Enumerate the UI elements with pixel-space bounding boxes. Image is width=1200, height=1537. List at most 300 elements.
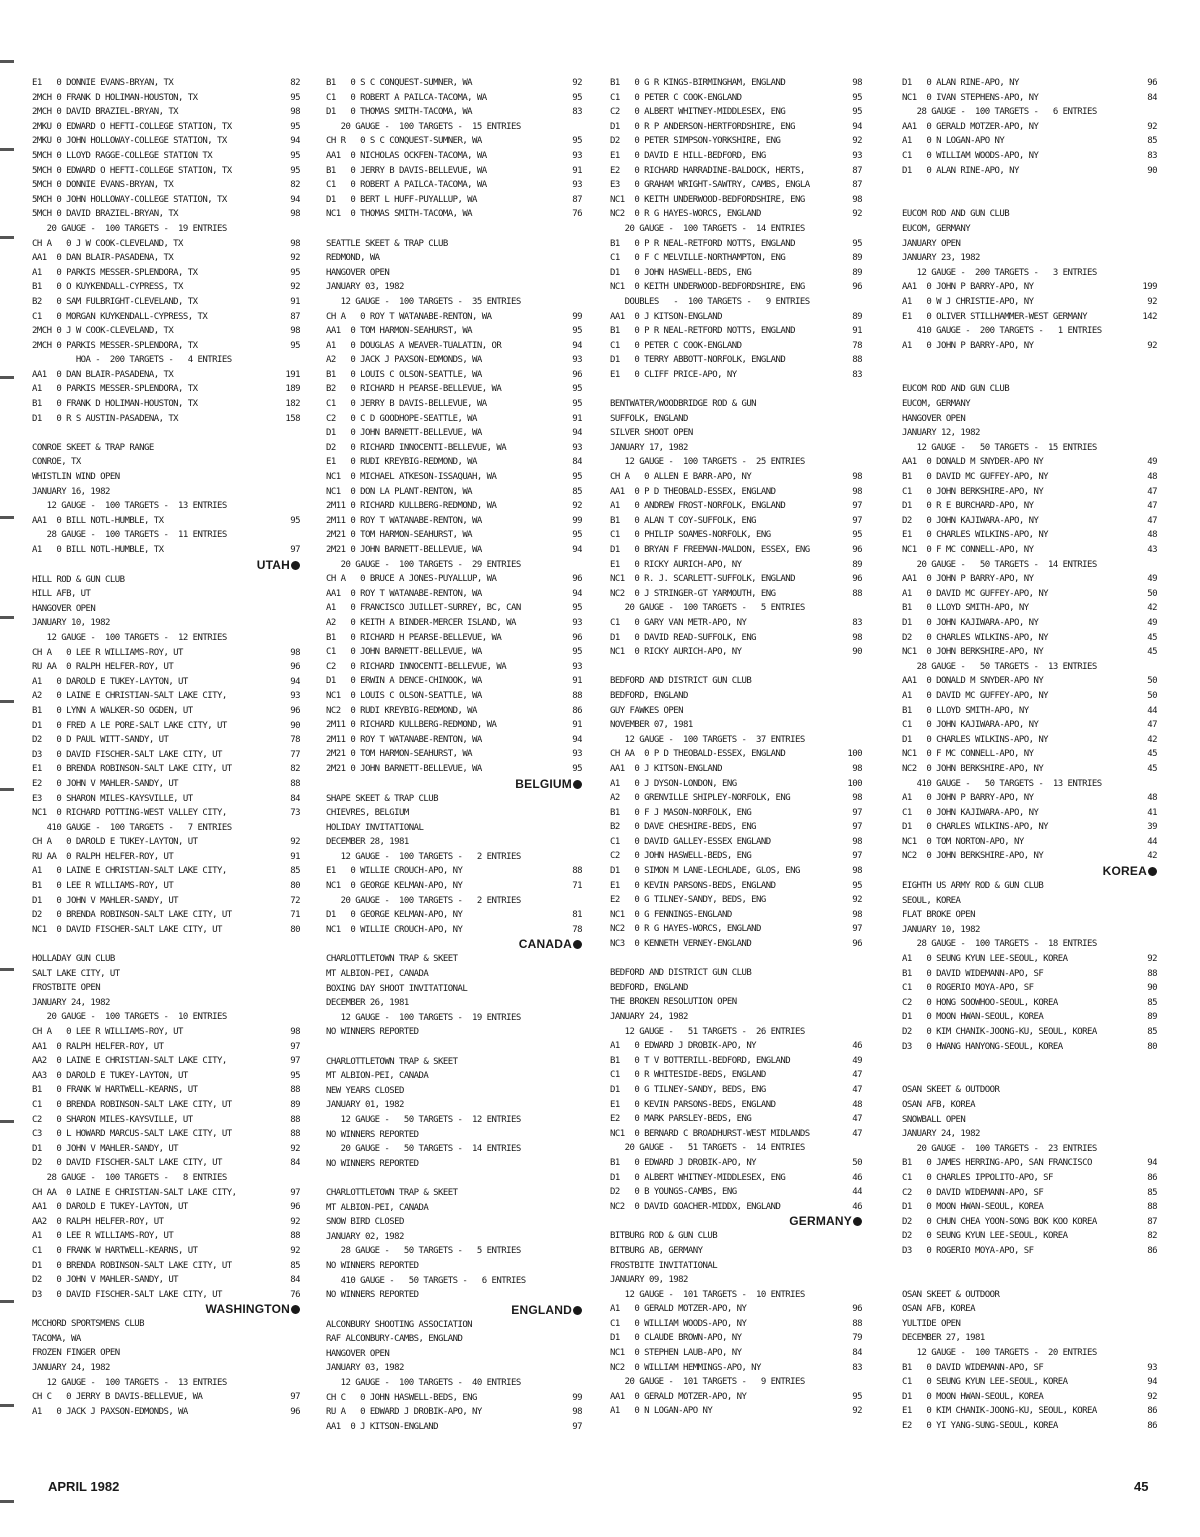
result-entry: NC1 0 TOM NORTON-APO, NY xyxy=(902,836,1024,847)
result-entry: 12 GAUGE - 50 TARGETS - 15 ENTRIES xyxy=(902,442,1097,453)
result-entry: D1 0 ALAN RINE-APO, NY xyxy=(902,165,1019,176)
result-entry: A1 0 SEUNG KYUN LEE-SEOUL, KOREA xyxy=(902,954,1068,965)
result-entry: AA1 0 GERALD MOTZER-APO, NY xyxy=(902,121,1039,132)
result-line xyxy=(32,937,300,952)
result-entry: A1 0 J DYSON-LONDON, ENG xyxy=(610,778,737,789)
result-line xyxy=(902,1186,1157,1201)
result-entry: 5MCH 0 LLOYD RAGGE-COLLEGE STATION TX xyxy=(32,150,213,161)
result-score: 95 xyxy=(572,763,582,774)
result-entry: 20 GAUGE - 100 TARGETS - 10 ENTRIES xyxy=(32,1012,227,1023)
result-entry: NC1 0 RICKY AURICH-APO, NY xyxy=(610,647,742,658)
result-line xyxy=(32,967,300,982)
result-entry: NEW YEARS CLOSED xyxy=(326,1085,404,1096)
result-score: 88 xyxy=(572,866,582,877)
result-entry: OSAN AFB, KOREA xyxy=(902,1304,976,1315)
result-entry: AA1 0 J KITSON-ENGLAND xyxy=(326,1421,438,1432)
result-line xyxy=(32,1200,300,1215)
result-entry: BEDFORD, ENGLAND xyxy=(610,982,688,993)
margin-mark xyxy=(0,60,14,63)
result-entry: NC2 0 JOHN BERKSHIRE-APO, NY xyxy=(902,851,1044,862)
result-entry: D1 0 MOON HWAN-SEOUL, KOREA xyxy=(902,1202,1044,1213)
result-entry: D1 0 SIMON M LANE-LECHLADE, GLOS, ENG xyxy=(610,866,800,877)
result-entry: D2 0 RICHARD INNOCENTI-BELLEVUE, WA xyxy=(326,442,507,453)
result-line xyxy=(32,528,300,543)
results-column-1 xyxy=(32,76,300,1419)
result-line xyxy=(32,996,300,1011)
result-line xyxy=(902,441,1157,456)
result-score: 85 xyxy=(1147,1027,1157,1037)
result-line xyxy=(326,631,582,646)
result-score: 97 xyxy=(290,545,300,555)
result-score: 92 xyxy=(852,1406,862,1417)
result-line xyxy=(32,1317,300,1332)
result-entry: 20 GAUGE - 50 TARGETS - 14 ENTRIES xyxy=(902,559,1097,570)
result-score: 88 xyxy=(290,778,300,789)
result-line xyxy=(326,324,582,339)
result-score: 95 xyxy=(290,165,300,176)
result-line xyxy=(32,952,300,967)
result-entry: NC1 0 JOHN BERKSHIRE-APO, NY xyxy=(902,647,1044,658)
result-entry: DOUBLES - 100 TARGETS - 9 ENTRIES xyxy=(610,296,810,307)
result-line xyxy=(326,587,582,602)
result-score: 95 xyxy=(572,472,582,483)
result-entry: CHARLOTTLETOWN TRAP & SKEET xyxy=(326,1056,458,1067)
region-heading: ENGLAND xyxy=(326,1303,582,1318)
result-line xyxy=(610,1331,862,1346)
result-score: 90 xyxy=(852,647,862,658)
result-entry: AA3 0 DAROLD E TUKEY-LAYTON, UT xyxy=(32,1070,188,1081)
result-line xyxy=(32,1113,300,1128)
result-line xyxy=(32,879,300,894)
result-line xyxy=(326,616,582,631)
result-entry: OSAN SKEET & OUTDOOR xyxy=(902,1085,1000,1096)
result-score: 94 xyxy=(1147,1377,1157,1388)
result-line xyxy=(610,689,862,704)
result-line xyxy=(32,1156,300,1171)
result-score: 50 xyxy=(1147,690,1157,701)
result-score: 96 xyxy=(1147,78,1157,88)
result-score: 82 xyxy=(290,764,300,775)
result-score: 84 xyxy=(852,1348,862,1359)
result-line xyxy=(610,1068,862,1083)
result-line xyxy=(902,1361,1157,1376)
result-entry: AA1 0 JOHN P BARRY-APO, NY xyxy=(902,282,1034,293)
result-entry: 20 GAUGE - 100 TARGETS - 29 ENTRIES xyxy=(326,559,521,570)
result-score: 98 xyxy=(852,194,862,205)
result-entry: B1 0 DAVID MC GUFFEY-APO, NY xyxy=(902,472,1049,483)
result-score: 79 xyxy=(852,1333,862,1344)
result-line xyxy=(326,237,582,252)
result-entry: EUCOM ROD AND GUN CLUB xyxy=(902,209,1010,220)
result-score: 96 xyxy=(852,1304,862,1315)
result-line xyxy=(902,1171,1157,1186)
result-entry: A2 0 GRENVILLE SHIPLEY-NORFOLK, ENG xyxy=(610,793,791,804)
result-line xyxy=(902,1215,1157,1230)
result-line xyxy=(326,879,582,894)
result-entry: 12 GAUGE - 100 TARGETS - 19 ENTRIES xyxy=(326,1012,521,1023)
result-entry: SHAPE SKEET & TRAP CLUB xyxy=(326,793,438,804)
result-score: 88 xyxy=(290,1129,300,1140)
result-entry: 28 GAUGE - 100 TARGETS - 11 ENTRIES xyxy=(32,530,227,541)
result-score: 83 xyxy=(572,107,582,118)
result-line xyxy=(32,455,300,470)
result-line xyxy=(902,295,1157,310)
result-line xyxy=(32,777,300,792)
result-entry: NC1 0 R. J. SCARLETT-SUFFOLK, ENGLAND xyxy=(610,574,796,585)
result-score: 85 xyxy=(1147,1187,1157,1198)
result-score: 47 xyxy=(1147,486,1157,497)
result-entry: 2MCH 0 PARKIS MESSER-SPLENDORA, TX xyxy=(32,340,198,351)
result-line xyxy=(902,368,1157,383)
result-line xyxy=(902,207,1157,222)
result-score: 98 xyxy=(852,472,862,483)
result-line xyxy=(326,485,582,500)
result-score: 76 xyxy=(290,1289,300,1300)
result-entry: CH A 0 J W COOK-CLEVELAND, TX xyxy=(32,238,183,249)
result-score: 94 xyxy=(1147,1158,1157,1169)
result-line xyxy=(610,295,862,310)
result-score: 83 xyxy=(852,617,862,628)
result-score: 49 xyxy=(1147,574,1157,585)
result-entry: B1 0 JERRY B DAVIS-BELLEVUE, WA xyxy=(326,165,487,176)
result-score: 85 xyxy=(1147,997,1157,1008)
result-line xyxy=(326,1376,582,1391)
result-score: 47 xyxy=(852,1128,862,1139)
result-line xyxy=(32,207,300,222)
result-entry: 12 GAUGE - 100 TARGETS - 40 ENTRIES xyxy=(326,1378,521,1389)
result-line xyxy=(902,952,1157,967)
result-score: 99 xyxy=(572,311,582,322)
result-entry: C1 0 SEUNG KYUN LEE-SEOUL, KOREA xyxy=(902,1377,1068,1388)
result-entry: CH C 0 JERRY B DAVIS-BELLEVUE, WA xyxy=(32,1392,203,1403)
result-entry: 12 GAUGE - 200 TARGETS - 3 ENTRIES xyxy=(902,267,1097,278)
result-entry: RAF ALCONBURY-CAMBS, ENGLAND xyxy=(326,1334,463,1345)
result-line xyxy=(902,1259,1157,1274)
result-entry: REDMOND, WA xyxy=(326,253,380,264)
result-line xyxy=(902,499,1157,514)
result-entry: CH A 0 BRUCE A JONES-PUYALLUP, WA xyxy=(326,574,497,585)
result-line xyxy=(610,1302,862,1317)
result-line xyxy=(32,105,300,120)
result-entry: JANUARY 03, 1982 xyxy=(326,1363,404,1374)
result-line xyxy=(326,193,582,208)
result-entry: E3 0 GRAHAM WRIGHT-SAWTRY, CAMBS, ENGLA xyxy=(610,180,810,191)
result-entry: D1 0 R E BURCHARD-APO, NY xyxy=(902,501,1034,512)
result-line xyxy=(32,1332,300,1347)
result-score: 90 xyxy=(1147,165,1157,176)
results-column-4 xyxy=(902,76,1157,1434)
result-score: 98 xyxy=(290,647,300,658)
results-column-3 xyxy=(610,76,862,1419)
result-score: 50 xyxy=(1147,676,1157,687)
result-entry: E1 0 RUDI KREYBIG-REDMOND, WA xyxy=(326,457,477,468)
result-score: 92 xyxy=(572,78,582,88)
result-line xyxy=(326,645,582,660)
result-score: 91 xyxy=(572,165,582,176)
result-score: 47 xyxy=(852,1114,862,1125)
result-entry: NC1 0 DAVID FISCHER-SALT LAKE CITY, UT xyxy=(32,924,222,935)
result-score: 96 xyxy=(290,1202,300,1213)
result-line xyxy=(610,879,862,894)
result-entry: HILL AFB, UT xyxy=(32,589,91,600)
result-line xyxy=(610,733,862,748)
result-entry: D2 0 KIM CHANIK-JOONG-KU, SEOUL, KOREA xyxy=(902,1027,1097,1037)
result-score: 99 xyxy=(572,515,582,526)
result-entry: JANUARY OPEN xyxy=(902,238,961,249)
result-score: 95 xyxy=(290,267,300,278)
result-score: 89 xyxy=(1147,1012,1157,1023)
result-score: 97 xyxy=(852,501,862,512)
result-line xyxy=(902,1302,1157,1317)
result-line xyxy=(32,1390,300,1405)
result-line xyxy=(610,455,862,470)
result-score: 89 xyxy=(852,267,862,278)
result-score: 98 xyxy=(290,326,300,337)
result-entry: NO WINNERS REPORTED xyxy=(326,1027,419,1038)
result-entry: AA2 0 LAINE E CHRISTIAN-SALT LAKE CITY, xyxy=(32,1056,227,1067)
result-line xyxy=(326,105,582,120)
result-line xyxy=(902,923,1157,938)
result-line xyxy=(326,382,582,397)
result-entry: E1 0 CLIFF PRICE-APO, NY xyxy=(610,369,737,380)
result-entry: A2 0 JACK J PAXSON-EDMONDS, WA xyxy=(326,355,482,366)
result-entry: B1 0 S C CONQUEST-SUMNER, WA xyxy=(326,78,473,88)
result-score: 94 xyxy=(572,340,582,351)
result-line xyxy=(610,572,862,587)
result-line xyxy=(326,1259,582,1274)
result-line xyxy=(32,908,300,923)
result-entry: D1 0 JOHN KAJIWARA-APO, NY xyxy=(902,617,1039,628)
result-entry: 2M21 0 TOM HARMON-SEAHURST, WA xyxy=(326,530,473,541)
result-score: 43 xyxy=(1147,545,1157,555)
result-entry: JANUARY 16, 1982 xyxy=(32,486,110,497)
result-line xyxy=(902,149,1157,164)
result-line xyxy=(610,368,862,383)
result-entry: 5MCH 0 DONNIE EVANS-BRYAN, TX xyxy=(32,180,174,191)
result-score: 97 xyxy=(290,1056,300,1067)
result-line xyxy=(326,134,582,149)
result-line xyxy=(902,791,1157,806)
result-score: 158 xyxy=(285,413,300,424)
result-line xyxy=(902,894,1157,909)
result-entry: A1 0 DAVID MC GUFFEY-APO, NY xyxy=(902,690,1049,701)
result-line xyxy=(610,1361,862,1376)
result-entry: EUCOM, GERMANY xyxy=(902,399,971,410)
result-line xyxy=(610,91,862,106)
result-line xyxy=(902,601,1157,616)
result-entry: DECEMBER 27, 1981 xyxy=(902,1333,985,1344)
result-entry: E1 0 OLIVER STILLHAMMER-WEST GERMANY xyxy=(902,311,1088,322)
result-entry: 410 GAUGE - 50 TARGETS - 6 ENTRIES xyxy=(326,1275,526,1286)
result-entry: AA1 0 GERALD MOTZER-APO, NY xyxy=(610,1391,747,1402)
result-entry: C1 0 MORGAN KUYKENDALL-CYPRESS, TX xyxy=(32,311,208,322)
result-line xyxy=(902,1069,1157,1084)
result-line xyxy=(610,251,862,266)
result-line xyxy=(610,441,862,456)
result-score: 95 xyxy=(572,530,582,541)
result-entry: B1 0 T V BOTTERILL-BEDFORD, ENGLAND xyxy=(610,1055,791,1066)
result-score: 96 xyxy=(852,939,862,950)
result-entry: B1 0 DAVID WIDEMANN-APO, SF xyxy=(902,968,1044,979)
result-line xyxy=(326,1288,582,1303)
result-line xyxy=(326,718,582,733)
result-line xyxy=(610,528,862,543)
result-entry: C1 0 BRENDA ROBINSON-SALT LAKE CITY, UT xyxy=(32,1099,232,1110)
result-score: 88 xyxy=(290,1085,300,1096)
result-line xyxy=(32,587,300,602)
result-line xyxy=(32,149,300,164)
result-entry: HOA - 200 TARGETS - 4 ENTRIES xyxy=(32,355,232,366)
result-score: 98 xyxy=(852,632,862,643)
result-score: 92 xyxy=(852,895,862,906)
result-line xyxy=(902,353,1157,368)
result-line xyxy=(326,1361,582,1376)
result-score: 82 xyxy=(1147,1231,1157,1242)
result-entry: E1 0 KIM CHANIK-JOONG-KU, SEOUL, KOREA xyxy=(902,1406,1097,1417)
result-entry: B1 0 P R NEAL-RETFORD NOTTS, ENGLAND xyxy=(610,238,796,249)
result-score: 94 xyxy=(572,588,582,599)
result-line xyxy=(326,120,582,135)
result-score: 86 xyxy=(572,705,582,716)
result-entry: E1 0 CHARLES WILKINS-APO, NY xyxy=(902,530,1049,541)
region-heading: WASHINGTON xyxy=(32,1302,300,1317)
result-entry: E1 0 DAVID E HILL-BEDFORD, ENG xyxy=(610,150,766,161)
result-line xyxy=(610,1375,862,1390)
result-entry: CH R 0 S C CONQUEST-SUMNER, WA xyxy=(326,136,482,147)
result-score: 98 xyxy=(852,866,862,877)
result-entry: 5MCH 0 DAVID BRAZIEL-BRYAN, TX xyxy=(32,209,179,220)
result-line xyxy=(326,558,582,573)
result-line xyxy=(32,1127,300,1142)
result-entry: AA1 0 TOM HARMON-SEAHURST, WA xyxy=(326,326,473,337)
result-entry: SEATTLE SKEET & TRAP CLUB xyxy=(326,238,448,249)
result-line xyxy=(32,1069,300,1084)
result-score: 47 xyxy=(1147,720,1157,731)
result-entry: A1 0 ANDREW FROST-NORFOLK, ENGLAND xyxy=(610,501,786,512)
result-line xyxy=(610,587,862,602)
result-line xyxy=(326,689,582,704)
result-line xyxy=(610,222,862,237)
result-line xyxy=(902,674,1157,689)
result-score: 46 xyxy=(852,1041,862,1052)
result-entry: D2 0 CHUN CHEA YOON-SONG BOK KOO KOREA xyxy=(902,1216,1097,1227)
result-score: 49 xyxy=(852,1055,862,1066)
result-entry: HANGOVER OPEN xyxy=(326,1348,390,1359)
result-score: 41 xyxy=(1147,807,1157,818)
result-score: 95 xyxy=(290,121,300,132)
result-score: 87 xyxy=(572,194,582,205)
result-entry: CH AA 0 LAINE E CHRISTIAN-SALT LAKE CITY, xyxy=(32,1187,237,1198)
result-line xyxy=(902,412,1157,427)
result-entry: B1 0 G R KINGS-BIRMINGHAM, ENGLAND xyxy=(610,78,786,88)
result-line xyxy=(610,952,862,967)
result-entry: D3 0 DAVID FISCHER-SALT LAKE CITY, UT xyxy=(32,749,222,760)
result-entry: C2 0 C D GOODHOPE-SEATTLE, WA xyxy=(326,413,477,424)
result-line xyxy=(32,1171,300,1186)
result-line xyxy=(902,1404,1157,1419)
result-entry: AA1 0 NICHOLAS OCKFEN-TACOMA, WA xyxy=(326,150,487,161)
result-score: 92 xyxy=(290,1143,300,1154)
result-entry: B1 0 O KUYKENDALL-CYPRESS, TX xyxy=(32,282,183,293)
result-entry: BEDFORD AND DISTRICT GUN CLUB xyxy=(610,676,752,687)
result-score: 94 xyxy=(852,121,862,132)
result-line xyxy=(32,1346,300,1361)
result-entry: D2 0 JOHN KAJIWARA-APO, NY xyxy=(902,515,1039,526)
result-entry: C2 0 RICHARD INNOCENTI-BELLEVUE, WA xyxy=(326,661,507,672)
result-line xyxy=(610,1244,862,1259)
result-entry: 20 GAUGE - 101 TARGETS - 9 ENTRIES xyxy=(610,1377,805,1388)
result-line xyxy=(326,164,582,179)
result-entry: E2 0 MARK PARSLEY-BEDS, ENG xyxy=(610,1114,752,1125)
result-score: 99 xyxy=(572,1392,582,1403)
result-line xyxy=(326,996,582,1011)
result-score: 95 xyxy=(290,515,300,526)
result-entry: C2 0 HONG SOOWHOO-SEOUL, KOREA xyxy=(902,997,1058,1008)
result-score: 100 xyxy=(847,749,862,760)
result-line xyxy=(326,982,582,997)
result-score: 96 xyxy=(852,574,862,585)
result-line xyxy=(902,251,1157,266)
result-line xyxy=(326,412,582,427)
result-entry: NC1 0 G FENNINGS-ENGLAND xyxy=(610,909,732,920)
result-line xyxy=(902,762,1157,777)
result-entry: NO WINNERS REPORTED xyxy=(326,1260,419,1271)
result-score: 81 xyxy=(572,910,582,921)
result-entry: B1 0 FRANK D HOLIMAN-HOUSTON, TX xyxy=(32,399,198,410)
result-line xyxy=(610,762,862,777)
result-line xyxy=(610,149,862,164)
result-entry: RU AA 0 RALPH HELFER-ROY, UT xyxy=(32,851,174,862)
result-entry: E1 0 BRENDA ROBINSON-SALT LAKE CITY, UT xyxy=(32,764,232,775)
margin-mark xyxy=(0,1500,14,1503)
result-score: 46 xyxy=(852,1201,862,1212)
result-entry: A1 0 EDWARD J DROBIK-APO, NY xyxy=(610,1041,757,1052)
result-entry: HOLLADAY GUN CLUB xyxy=(32,954,115,965)
result-entry: C2 0 DAVID WIDEMANN-APO, SF xyxy=(902,1187,1044,1198)
result-line xyxy=(610,558,862,573)
result-line xyxy=(326,251,582,266)
result-entry: NC1 0 KEITH UNDERWOOD-BEDFORDSHIRE, ENG xyxy=(610,282,805,293)
result-score: 91 xyxy=(290,851,300,862)
result-entry: B1 0 LEE R WILLIAMS-ROY, UT xyxy=(32,881,174,892)
result-line xyxy=(32,1288,300,1303)
result-score: 91 xyxy=(572,413,582,424)
result-entry: A1 0 BILL NOTL-HUMBLE, TX xyxy=(32,545,164,555)
result-line xyxy=(610,485,862,500)
result-score: 46 xyxy=(852,1172,862,1183)
result-score: 48 xyxy=(1147,530,1157,541)
result-entry: C1 0 JOHN KAJIWARA-APO, NY xyxy=(902,807,1039,818)
result-entry: B2 0 RICHARD H PEARSE-BELLEVUE, WA xyxy=(326,384,502,395)
result-line xyxy=(32,353,300,368)
result-line xyxy=(326,1318,582,1333)
result-entry: D3 0 ROGERIO MOYA-APO, SF xyxy=(902,1245,1034,1256)
result-entry: C2 0 ALBERT WHITNEY-MIDDLESEX, ENG xyxy=(610,107,786,118)
result-score: 93 xyxy=(572,150,582,161)
result-line xyxy=(610,120,862,135)
result-score: 89 xyxy=(852,311,862,322)
result-score: 88 xyxy=(1147,1202,1157,1213)
result-line xyxy=(610,353,862,368)
result-line xyxy=(326,1201,582,1216)
result-entry: BITBURG ROD & GUN CLUB xyxy=(610,1231,718,1242)
result-score: 47 xyxy=(1147,515,1157,526)
result-line xyxy=(902,558,1157,573)
result-entry: RU A 0 EDWARD J DROBIK-APO, NY xyxy=(326,1407,482,1418)
result-entry: 28 GAUGE - 100 TARGETS - 6 ENTRIES xyxy=(902,107,1097,118)
result-entry: JANUARY 24, 1982 xyxy=(32,997,110,1008)
result-line xyxy=(32,266,300,281)
